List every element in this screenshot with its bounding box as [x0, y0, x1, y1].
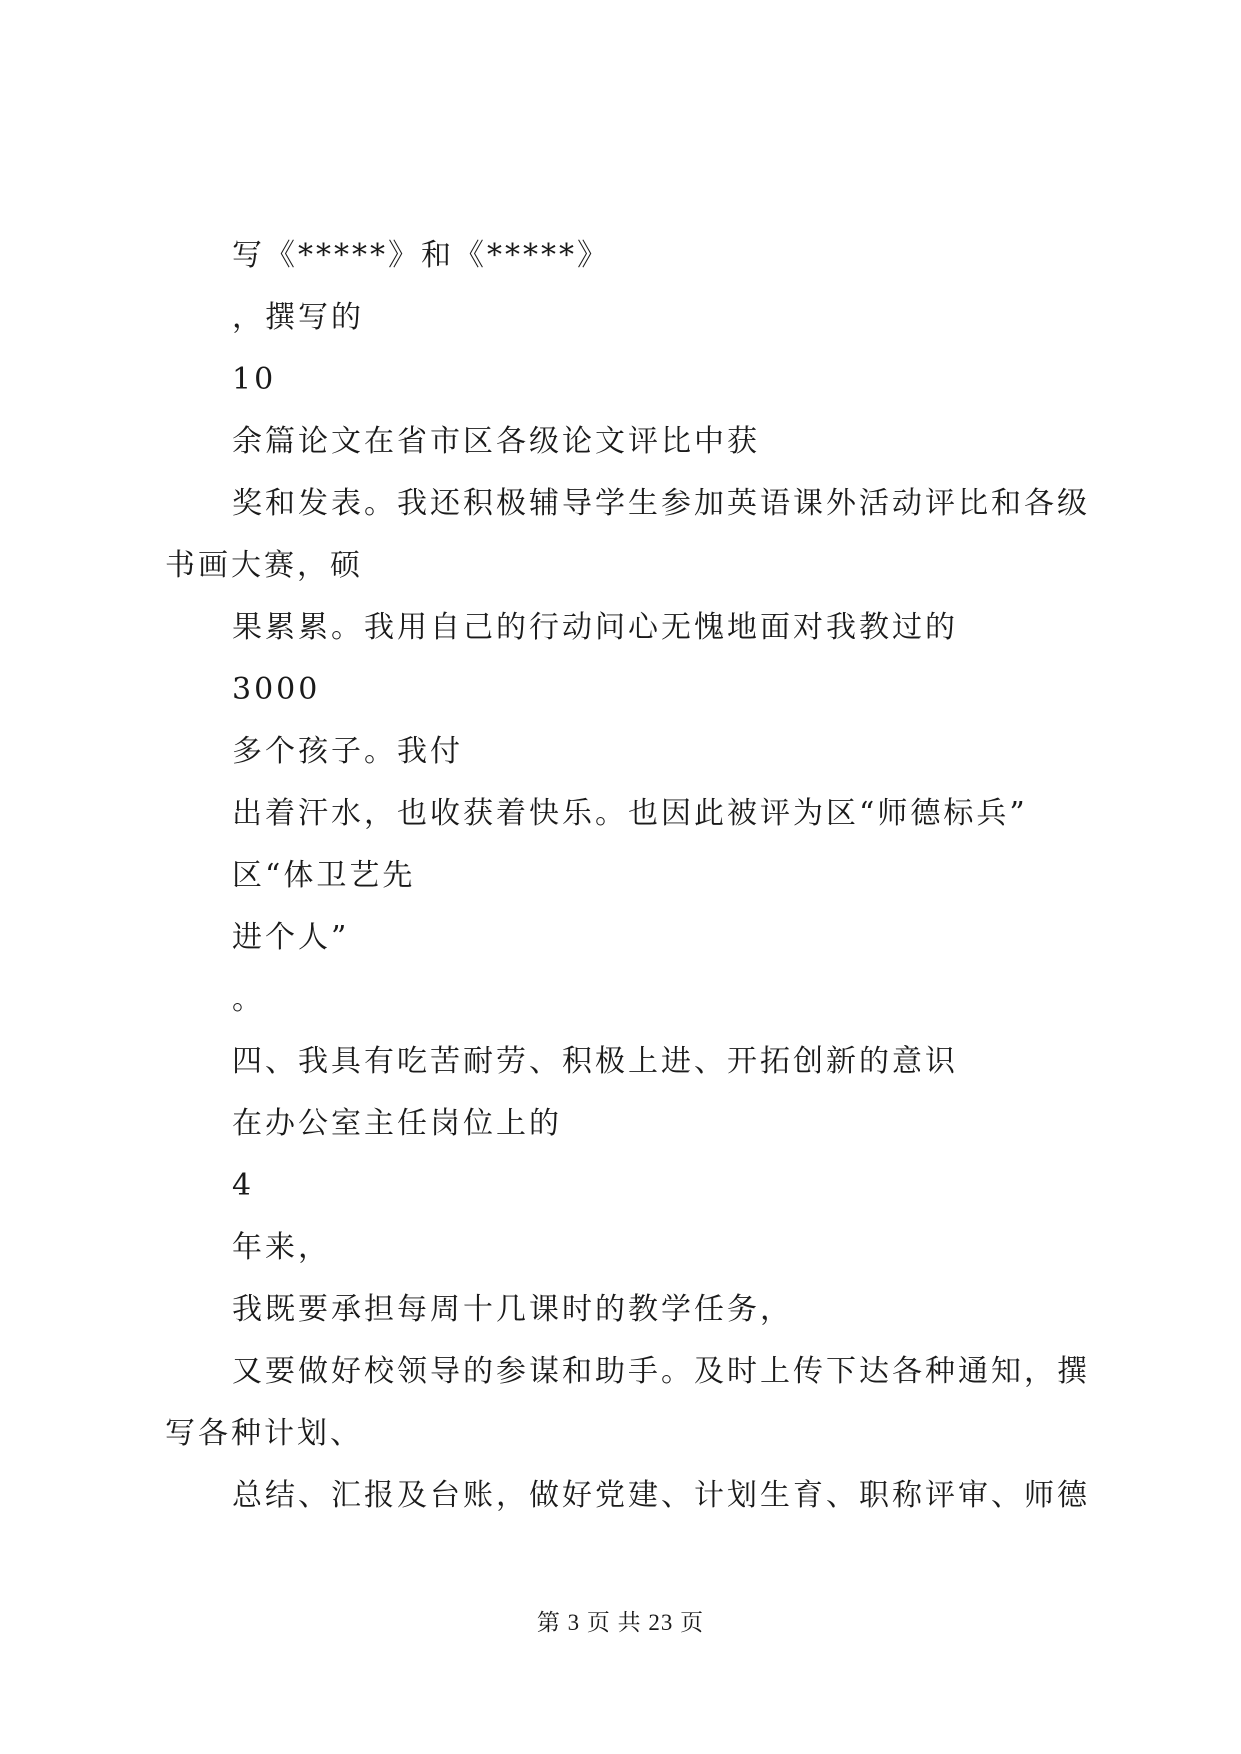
text-line: 。	[232, 982, 265, 1017]
text-line: ，撰写的	[232, 300, 364, 335]
text-line: 又要做好校领导的参谋和助手。及时上传下达各种通知，撰	[232, 1354, 1090, 1389]
text-line: 果累累。我用自己的行动问心无愧地面对我教过的	[232, 610, 958, 645]
text-line: 四、我具有吃苦耐劳、积极上进、开拓创新的意识	[232, 1044, 958, 1079]
text-line: 写《*****》和《*****》	[232, 238, 610, 273]
text-line: 3000	[232, 672, 321, 707]
text-line: 总结、汇报及台账，做好党建、计划生育、职称评审、师德	[232, 1478, 1090, 1513]
text-line: 进个人”	[232, 920, 350, 955]
text-line: 写各种计划、	[165, 1416, 363, 1451]
text-line: 我既要承担每周十几课时的教学任务，	[232, 1292, 793, 1327]
text-line: 出着汗水，也收获着快乐。也因此被评为区“师德标兵”	[232, 796, 1028, 831]
text-line: 书画大赛，硕	[165, 548, 363, 583]
text-line: 4	[232, 1168, 255, 1203]
text-line: 余篇论文在省市区各级论文评比中获	[232, 424, 760, 459]
text-line: 10	[232, 362, 277, 397]
text-line: 年来，	[232, 1230, 331, 1265]
text-line: 奖和发表。我还积极辅导学生参加英语课外活动评比和各级	[232, 486, 1090, 521]
text-line: 多个孩子。我付	[232, 734, 463, 769]
text-line: 区“体卫艺先	[232, 858, 416, 893]
page-footer: 第 3 页 共 23 页	[536, 1610, 705, 1635]
text-line: 在办公室主任岗位上的	[232, 1106, 562, 1141]
